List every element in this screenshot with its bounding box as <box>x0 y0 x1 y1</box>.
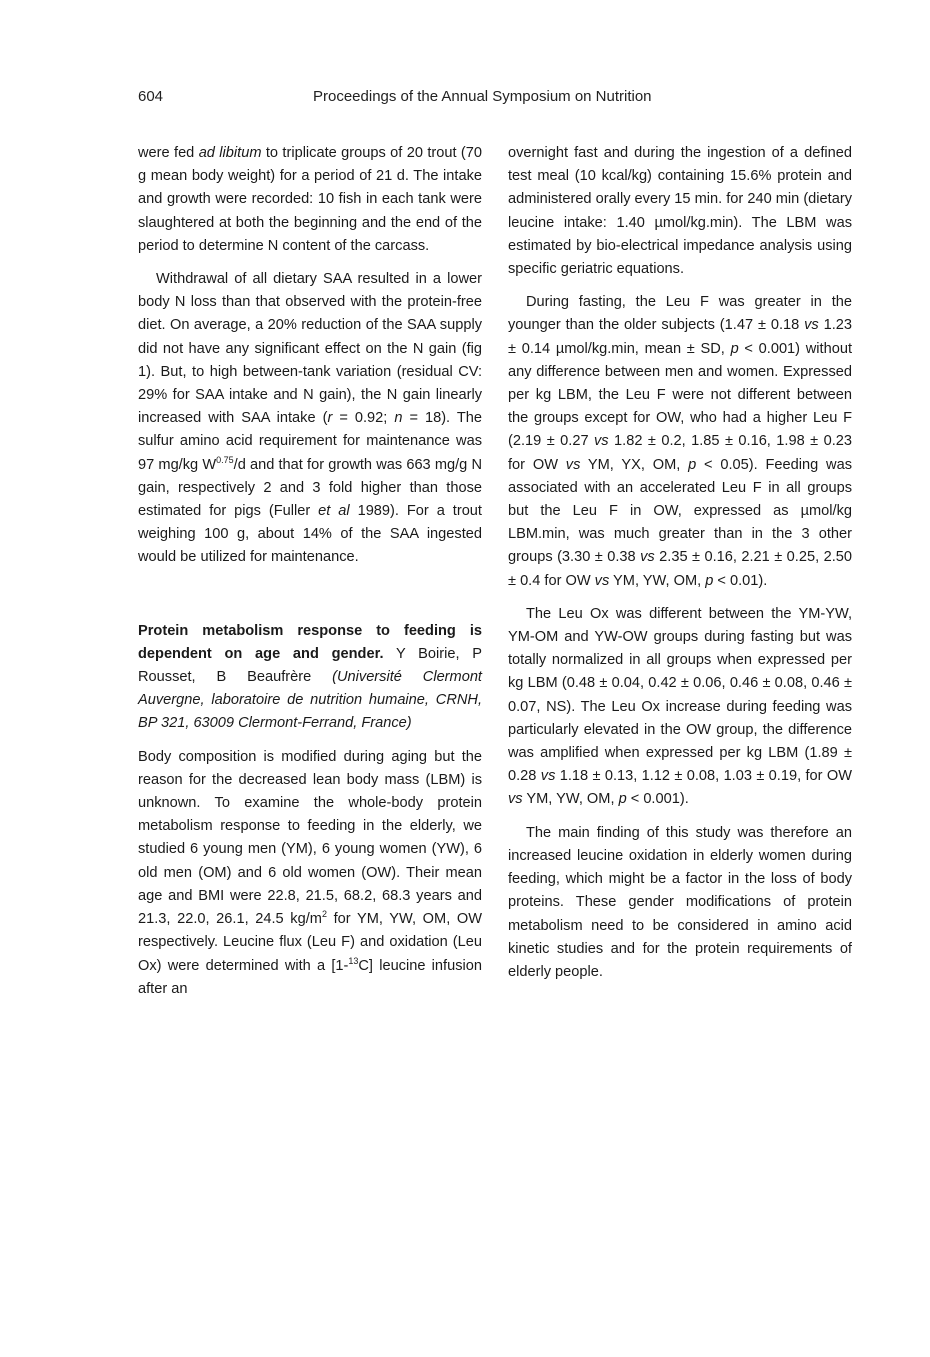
abstract-heading <box>138 620 482 736</box>
paragraph-trout-results: Withdrawal of all dietary SAA resulted in a lower body N loss than that observed with the protein-free diet. On average, a 20% reduction of the SAA supply did not have any significant effect on the N gain (fig 1). But, to high between-tank variation (residual CV: 29% for SAA intake and N gain), the N gain linearly increased with SAA intake (r = 0.92; n = 18). The sulfur amino acid requirement for maintenance was 97 mg/kg $W^{0.75}/d$ and that for growth was 663 mg/g N gain, respectively 2 and 3 fold higher than those estimated for pigs (Fuller et al 1989). For a trout weighing 100 g, about 14% of the SAA ingested would be utilized for maintenance. <box>138 271 483 566</box>
left-column <box>138 142 482 1001</box>
section-gap <box>138 580 482 620</box>
paragraph-leucine-oxidation: The Leu Ox was different between the YM-YW, YM-OM and YW-OW groups during fasting but was totally normalized in all groups when expressed per kg LBM (0.48 ± 0.04, 0.42 ± 0.06, 0.46 ± 0.08, 0.46 ± 0.07, NS). The Leu Ox increase during feeding was particularly elevated in the OW group, the difference was amplified when expressed per kg LBM (1.89 ± 0.28 vs 1.18 ± 0.13, 1.12 ± 0.08, 1.03 ± 0.19, for OW vs YM, YW, OM, p < 0.001). <box>508 605 852 808</box>
abstract-title: Protein metabolism response to feeding is dependent on age and gender. <box>138 622 482 662</box>
abstract-affiliation: (Université Clermont Auvergne, laboratoire de nutrition humaine, CRNH, BP 321, 63009 Clermont-Ferrand, France) <box>138 669 482 732</box>
paragraph-protein-intro: Body composition is modified during aging but the reason for the decreased lean body mass (LBM) is unknown. To examine the whole-body protein metabolism response to feeding in the elderly, we studied 6 young men (YM), 6 young women (YW), 6 old men (OM) and 6 old women (OW). Their mean age and BMI were 22.8, 21.5, 68.2, 68.3 years and 21.3, 22.0, 26.1, 24.5 $kg/m^2$ for YM, YW, OM, OW respectively. Leucine flux (Leu F) and oxidation (Leu Ox) were determined with a [1-$^{13}$C] leucine infusion after an <box>138 748 483 997</box>
running-head: Proceedings of the Annual Symposium on Nutrition <box>313 88 652 105</box>
paragraph-leucine-flux: During fasting, the Leu F was greater in the younger than the older subjects (1.47 ± 0.18 vs 1.23 ± 0.14 µmol/kg.min, mean ± SD, p < 0.001) without any difference between men and women. Expressed per kg LBM, the Leu F were not different between the groups except for OW, who had a higher Leu F (2.19 ± 0.27 vs 1.82 ± 0.2, 1.85 ± 0.16, 1.98 ± 0.23 for OW vs YM, YX, OM, p < 0.05). Feeding was associated with an accelerated Leu F in all groups but the Leu F in OW, expressed as µmol/kg LBM.min, was much greater than in the 3 other groups (3.30 ± 0.38 vs 2.35 ± 0.16, 2.21 ± 0.25, 2.50 ± 0.4 for OW vs YM, YW, OM, p < 0.01). <box>508 294 853 589</box>
paragraph-protein-method: overnight fast and during the ingestion of a defined test meal (10 kcal/kg) containing 15.6% protein and administered orally every 15 min. for 240 min (dietary leucine intake: 1.40 µmol/kg.min). The LBM was estimated by bio-electrical impedance analysis using specific geriatric equations. <box>508 145 852 278</box>
right-column <box>508 142 852 994</box>
abstract-authors: Y Boirie, P Rousset, B Beaufrère <box>138 645 482 686</box>
paragraph-conclusion: The main finding of this study was therefore an increased leucine oxidation in elderly women during feeding, which might be a factor in the loss of body proteins. These gender modifications of protein metabolism need to be considered in amino acid kinetic studies and for the protein requirements of elderly people. <box>508 824 852 980</box>
page-number: 604 <box>138 88 164 105</box>
page-header <box>138 85 850 109</box>
paragraph-trout-method: were fed ad libitum to triplicate groups of 20 trout (70 g mean body weight) for a period of 21 d. The intake and growth were recorded: 10 fish in each tank were slaughtered at both the beginning and the end of the period to determine N content of the carcass. <box>138 145 482 254</box>
